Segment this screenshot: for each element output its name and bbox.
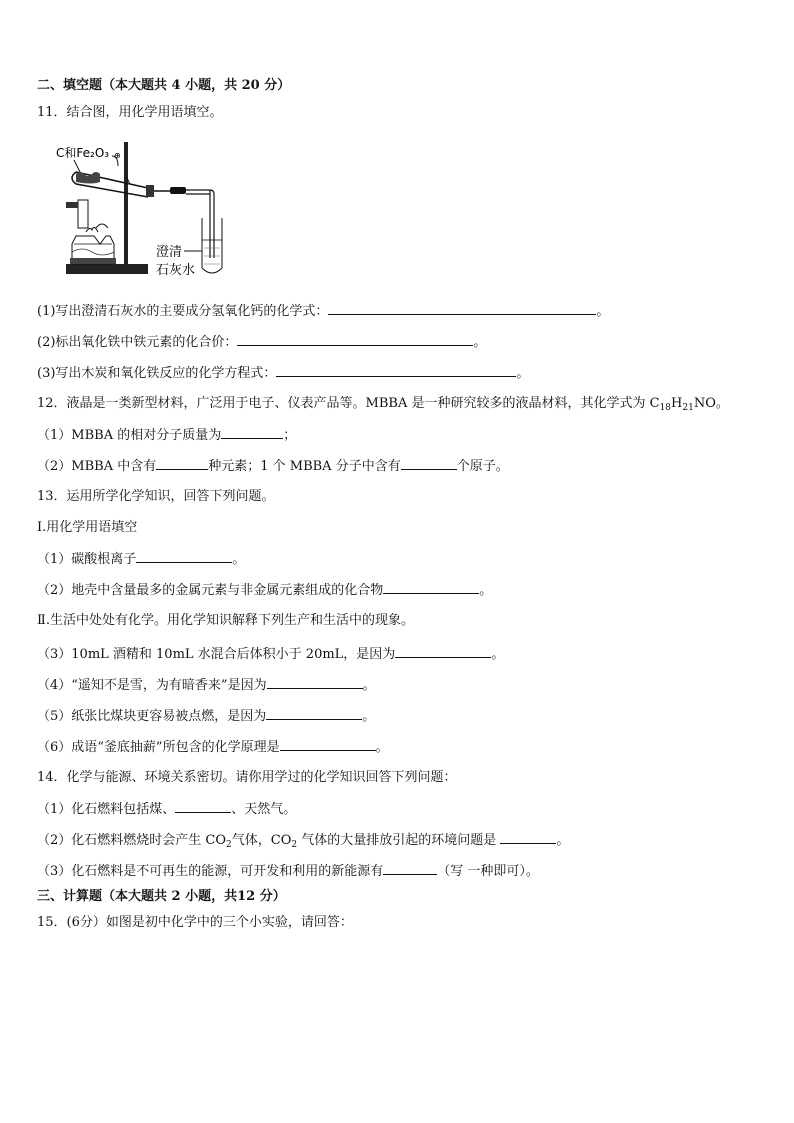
q11-p3-text: (3)写出木炭和氧化铁反应的化学方程式： [37,366,277,381]
q11-p1-blank[interactable] [328,302,596,315]
q11-p3-blank[interactable] [276,364,516,377]
q11-p3-end: 。 [516,366,530,381]
q11-p3 [37,364,529,383]
q13-p2-blank[interactable] [383,581,479,594]
q13-p4 [37,676,376,695]
limewater-tube [202,218,222,273]
q13-p3 [37,645,504,664]
q12-p1-text: （1）MBBA 的相对分子质量为 [37,428,222,443]
iron-stand-rod [124,142,128,270]
q11-p2-end: 。 [473,335,487,350]
q13-p1-blank[interactable] [136,550,232,563]
q13-p5-end: 。 [362,709,376,724]
q13-p2-text: （2）地壳中含量最多的金属元素与非金属元素组成的化合物 [37,583,384,598]
q12-p2-b: 种元素；1 个 MBBA 分子中含有 [208,459,401,474]
q14-p3 [37,862,539,881]
q13-part2: Ⅱ.生活中处处有化学。用化学知识解释下列生产和生活中的现象。 [37,613,414,628]
q12-stem [37,395,729,413]
q11-p1-end: 。 [596,304,610,319]
q12-p2-blank2[interactable] [401,457,457,470]
q12-stem-a: 12．液晶是一类新型材料，广泛用于电子、仪表产品等。MBBA 是一种研究较多的液晶材料，其化学式为 C [37,396,660,411]
q14-p2 [37,831,569,850]
figure-label-limewater-1: 澄清 [156,245,183,260]
q12-p1 [37,426,296,445]
figure-label-reactants: C和Fe₂O₃ [56,146,110,160]
q14-p3-a: （3）化石燃料是不可再生的能源，可开发和利用的新能源有 [37,864,384,879]
q13-p4-text: （4）“遥知不是雪，为有暗香来”是因为 [37,678,267,693]
q12-p2-c: 个原子。 [456,459,509,474]
q12-p2 [37,457,509,476]
q14-p2-sub2b: 2 [291,840,298,850]
q14-p2-c: 气体的大量排放引起的环境问题是 [297,833,501,848]
q14-p1-blank[interactable] [175,800,231,813]
q14-p3-blank[interactable] [383,862,437,875]
q13-p6-text: （6）成语“釜底抽薪”所包含的化学原理是 [37,740,280,755]
q11-p1-text: (1)写出澄清石灰水的主要成分氢氧化钙的化学式： [37,304,329,319]
q13-stem: 13．运用所学化学知识，回答下列问题。 [37,489,275,504]
q13-p3-end: 。 [491,647,505,662]
q15-stem: 15．(6分）如图是初中化学中的三个小实验，请回答： [37,915,353,930]
q13-p5 [37,707,375,726]
q14-p1-b: 、天然气。 [231,802,297,817]
clamp-screw-icon: ⊕ [114,151,121,160]
q12-p2-blank1[interactable] [156,457,208,470]
q12-p1-end: ； [283,428,297,443]
test-tube [72,172,154,197]
q13-p3-text: （3）10mL 酒精和 10mL 水混合后体积小于 20mL，是因为 [37,647,396,662]
apparatus-figure [52,140,232,280]
q14-p3-b: （写 一种即可）。 [437,864,539,879]
q12-sub21: 21 [682,403,694,413]
q14-p2-end: 。 [556,833,570,848]
q13-p5-text: （5）纸张比煤块更容易被点燃，是因为 [37,709,267,724]
q13-p6-blank[interactable] [280,738,376,751]
q13-p5-blank[interactable] [266,707,362,720]
q11-p2-text: (2)标出氧化铁中铁元素的化合价： [37,335,238,350]
section3-title: 三、计算题（本大题共 2 小题，共12 分） [37,889,286,904]
q13-p2 [37,581,492,600]
figure-label-limewater-2: 石灰水 [156,263,196,278]
q13-p2-end: 。 [479,583,493,598]
q14-p2-a: （2）化石燃料燃烧时会产生 CO [37,833,227,848]
q12-h: H [671,396,683,411]
q12-p2-a: （2）MBBA 中含有 [37,459,157,474]
q13-p6 [37,738,389,757]
q13-p1 [37,550,245,569]
section2-title: 二、填空题（本大题共 4 小题，共 20 分） [37,78,291,93]
q11-p2 [37,333,486,352]
q12-sub18: 18 [659,403,672,413]
q11-p1 [37,302,609,321]
q13-part1: Ⅰ.用化学用语填空 [37,520,138,535]
q13-p6-end: 。 [375,740,389,755]
q11-p2-blank[interactable] [237,333,473,346]
q13-p1-text: （1）碳酸根离子 [37,552,137,567]
q14-p2-b: 气体，CO [231,833,292,848]
q13-p4-blank[interactable] [267,676,363,689]
q14-p1-a: （1）化石燃料包括煤、 [37,802,176,817]
q13-p3-blank[interactable] [395,645,491,658]
alcohol-lamp [66,200,116,264]
q12-p1-blank[interactable] [221,426,283,439]
q14-stem: 14．化学与能源、环境关系密切。请你用学过的化学知识回答下列问题： [37,770,457,785]
q13-p1-end: 。 [232,552,246,567]
iron-stand-base [66,264,148,274]
q14-p2-sub2a: 2 [226,840,232,850]
q14-p2-blank[interactable] [500,831,556,844]
q12-stem-b: NO。 [693,396,729,411]
q14-p1 [37,800,296,819]
q11-stem: 11．结合图，用化学用语填空。 [37,105,223,120]
q13-p4-end: 。 [362,678,376,693]
